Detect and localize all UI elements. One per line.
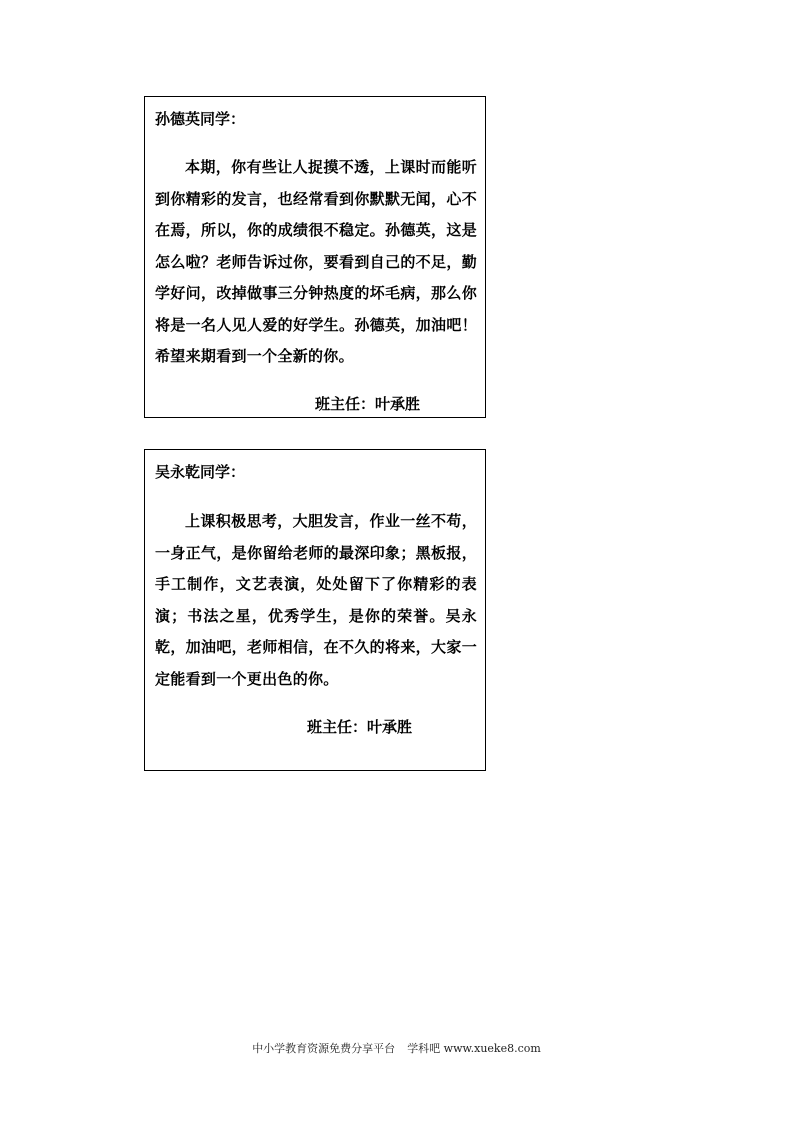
student-greeting: 孙德英同学： [155, 110, 246, 128]
student-greeting: 吴永乾同学： [155, 463, 246, 481]
comment-body: 本期，你有些让人捉摸不透，上课时而能听到你精彩的发言，也经常看到你默默无闻，心不在焉，所以，你的成绩很不稳定。孙德英，这是怎么啦？老师告诉过你，要看到自己的不足，勤学好问，改掉做事三分钟热度的坏毛病，那么你将是一名人见人爱的好学生。孙德英，加油吧！希望来期看到一个全新的你。 [155, 158, 477, 365]
comment-card [144, 449, 486, 771]
teacher-signature: 班主任：叶承胜 [315, 395, 421, 413]
footer-site-text: 学科吧 www.xueke8.com [407, 1042, 541, 1055]
page-footer [0, 1042, 793, 1056]
comment-body: 上课积极思考，大胆发言，作业一丝不苟，一身正气，是你留给老师的最深印象；黑板报，手工制作，文艺表演，处处留下了你精彩的表演；书法之星，优秀学生，是你的荣誉。吴永乾，加油吧，老师相信，在不久的将来，大家一定能看到一个更出色的你。 [155, 512, 477, 688]
footer-platform-text: 中小学教育资源免费分享平台 [252, 1042, 396, 1055]
comment-card [144, 96, 486, 418]
teacher-signature: 班主任：叶承胜 [307, 718, 413, 736]
